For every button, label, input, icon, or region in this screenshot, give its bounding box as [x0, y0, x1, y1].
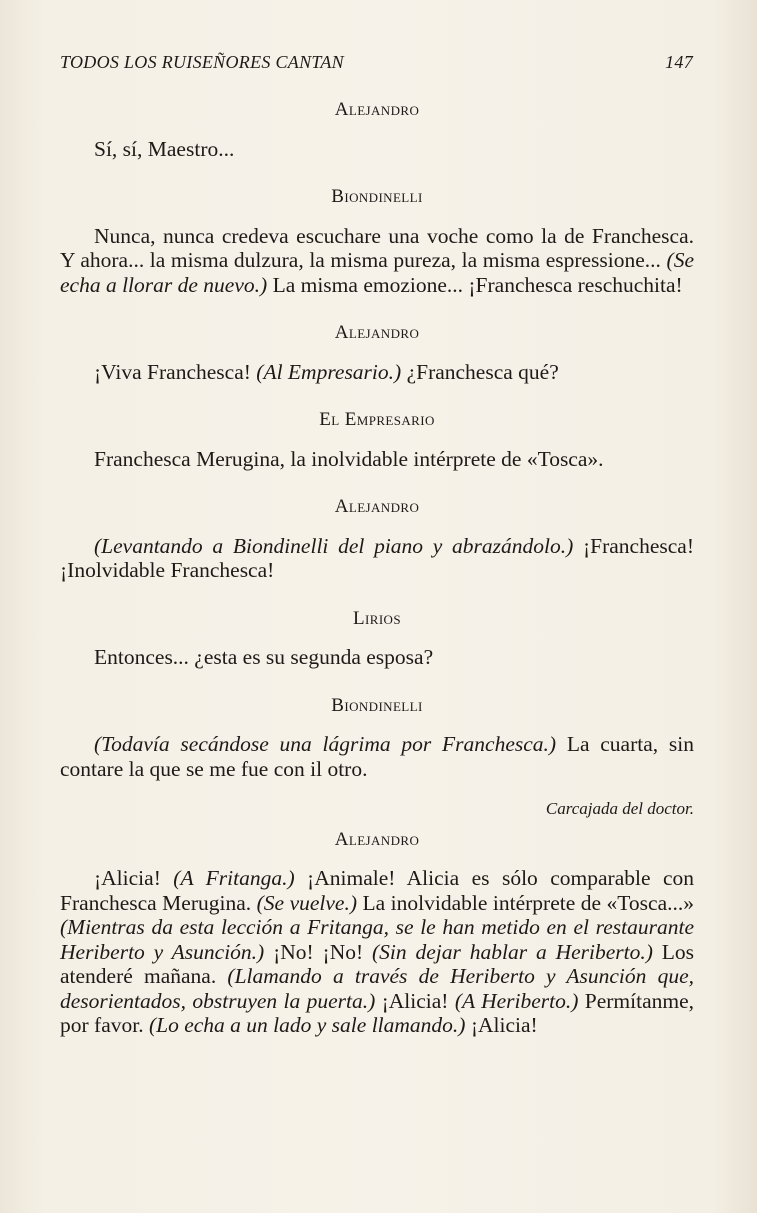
- dialogue-text: Nunca, nunca credeva escuchare una voche como la de Franchesca. Y ahora... la misma dulzura, la misma pureza, la misma espressione...: [60, 223, 694, 272]
- speaker-name: Alejandro: [334, 322, 420, 343]
- speech-paragraph: [60, 447, 694, 472]
- dialogue-text: Franchesca Merugina, la inolvidable intérprete de «Tosca».: [94, 446, 604, 471]
- speech-paragraph: [60, 866, 694, 1038]
- speech-paragraph: [60, 534, 694, 583]
- stage-direction: (Se vuelve.): [256, 890, 358, 915]
- book-title: TODOS LOS RUISEÑORES CANTAN: [60, 52, 344, 72]
- dialogue-text: ¡Alicia!: [375, 988, 455, 1013]
- dialogue-text: Sí, sí, Maestro...: [94, 136, 235, 161]
- dialogue-text: La cuarta, sin contare la que se me fue con il otro.: [60, 732, 694, 781]
- stage-aside: Carcajada del doctor.: [545, 799, 694, 818]
- speech-paragraph: [60, 732, 694, 781]
- speaker-name: Alejandro: [334, 828, 420, 850]
- stage-direction: (Sin dejar hablar a Heriberto.): [372, 939, 653, 964]
- stage-direction: (Levantando a Biondinelli del piano y abrazándolo.): [94, 533, 574, 558]
- dialogue-text: Los atenderé mañana.: [60, 939, 695, 988]
- play-text: [60, 98, 694, 1062]
- dialogue-text: ¡Viva Franchesca!: [94, 359, 257, 384]
- stage-direction: (Mientras da esta lección a Fritanga, se le han metido en el restaurante Heriberto y Asunción.): [60, 915, 694, 964]
- dialogue-text: ¡Franchesca! ¡Inolvidable Franchesca!: [60, 533, 694, 582]
- stage-direction: (Llamando a través de Heriberto y Asunción que, desorientados, obstruyen la puerta.): [60, 964, 695, 1013]
- speaker-name: Biondinelli: [331, 694, 423, 716]
- speech-paragraph: [60, 137, 694, 162]
- stage-direction: (Se echa a llorar de nuevo.): [60, 248, 694, 297]
- stage-direction: (A Fritanga.): [173, 866, 295, 890]
- stage-direction: (Todavía secándose una lágrima por Franchesca.): [94, 732, 557, 756]
- dialogue-text: ¡No! ¡No!: [264, 939, 373, 964]
- page-number: 147: [665, 52, 693, 72]
- dialogue-text: La inolvidable intérprete de «Tosca...»: [357, 890, 694, 915]
- stage-direction: (Al Empresario.): [256, 359, 402, 384]
- dialogue-text: ¡Animale! Alicia es sólo comparable con Franchesca Merugina.: [60, 866, 694, 915]
- dialogue-text: La misma emozione... ¡Franchesca reschuchita!: [267, 272, 683, 297]
- stage-direction: (Lo echa a un lado y sale llamando.): [148, 1013, 466, 1037]
- stage-direction: (A Heriberto.): [454, 988, 579, 1013]
- speaker-name: Lirios: [353, 607, 401, 629]
- speech-paragraph: [60, 360, 694, 385]
- speech-paragraph: [60, 224, 694, 298]
- dialogue-text: ¿Franchesca qué?: [401, 359, 559, 384]
- dialogue-text: ¡Alicia!: [94, 866, 174, 890]
- speaker-name: Alejandro: [334, 99, 420, 120]
- speaker-name: El Empresario: [319, 409, 435, 430]
- dialogue-text: Permítanme, por favor.: [60, 988, 695, 1037]
- dialogue-text: ¡Alicia!: [465, 1013, 538, 1037]
- dialogue-text: Entonces... ¿esta es su segunda esposa?: [94, 645, 434, 669]
- speech-paragraph: [60, 645, 694, 670]
- speaker-name: Biondinelli: [331, 186, 423, 207]
- speaker-name: Alejandro: [334, 496, 420, 517]
